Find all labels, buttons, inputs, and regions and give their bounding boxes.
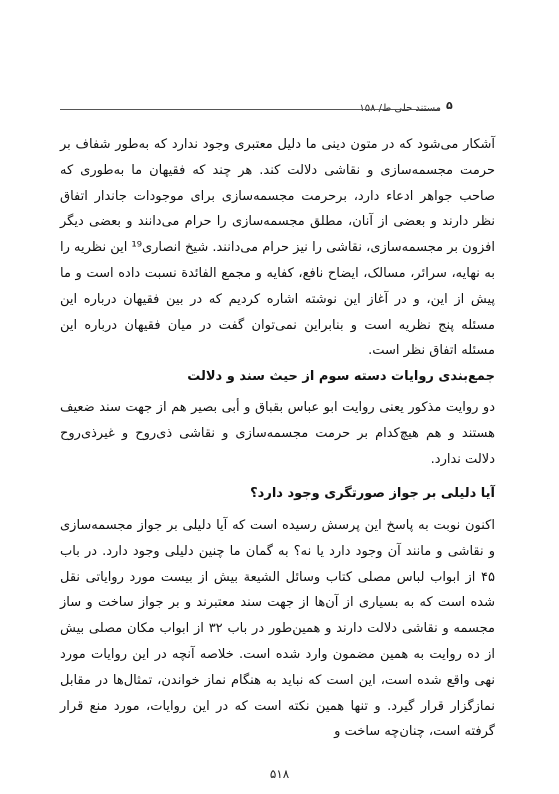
paragraph-text: اکنون نوبت به پاسخ این پرسش رسیده است که آیا دلیلی بر جواز مجسمه‌سازی و نقاشی و مانند آن وجود دارد یا نه؟ به گمان ما چنین دلیلی وجود دارد. در باب ۴۵ از ابواب لباس مصلی کتاب وسائل الشیعة بیش از بیست مورد روایاتی نقل شده است که به بسیاری از آن‌ها از جهت سند معتبرند و بر جواز ساخت و ساز مجسمه و نقاشی دلالت دارند و همین‌طور در باب ۳۲ از ابواب مکان مصلی بیش از ده روایت به همین مضمون وارد شده است. خلاصه آنچه در این روایات مورد نهی واقع شده است، این است که نباید به هنگام نماز خواندن، تمثال‌ها در مقابل نمازگزار قرار گیرد. و تنها همین نکته است که در این روایات، مورد منع قرار گرفته است، چنان‌چه ساخت و: [60, 518, 495, 740]
page-number: ۵۱۸: [269, 767, 290, 781]
section-body: [60, 395, 495, 472]
paragraph-text: دو روایت مذکور یعنی روایت ابو عباس بقباق و أبی بصیر هم از جهت سند ضعیف هستند و هم هیچ‌کدام بر حرمت مجسمه‌سازی و نقاشی ذی‌روح و غیرذی‌روح دلالت ندارد.: [60, 400, 495, 467]
section-heading: آیا دلیلی بر جواز صورتگری وجود دارد؟: [250, 486, 495, 501]
section-body: [60, 513, 495, 745]
paragraph-text: آشکار می‌شود که در متون دینی ما دلیل معتبری وجود ندارد که به‌طور شفاف بر حرمت مجسمه‌سازی و نقاشی دلالت کند. هر چند که فقیهان ما به‌طوری که صاحب جواهر ادعاء دارد، برحرمت مجسمه‌سازی برای موجودات جاندار اتفاق نظر دارند و بعضی از آنان، مطلق مجسمه‌سازی را حرام می‌دانند و بعضی دیگر افزون بر مجسمه‌سازی، نقاشی را نیز حرام می‌دانند. شیخ انصاری¹⁹ این نظریه را به نهایه، سرائر، مسالک، ایضاح نافع، کفایه و مجمع الفائدة نسبت داده است و ما پیش از این، و در آغاز این نوشته اشاره کردیم که در بین فقیهان درباره این مسئله پنج نظریه است و بنابراین نمی‌توان گفت در میان فقیهان درباره این مسئله اتفاق نظر است.: [60, 137, 495, 359]
body-paragraph: [60, 132, 495, 364]
header-rule: [60, 109, 440, 110]
folio-mark: ۵: [446, 99, 453, 112]
section-heading: جمع‌بندی روایات دسته سوم از حیث سند و دلالت: [187, 369, 495, 384]
running-header: مستند حلی ط/ ۱۵۸: [359, 103, 441, 114]
